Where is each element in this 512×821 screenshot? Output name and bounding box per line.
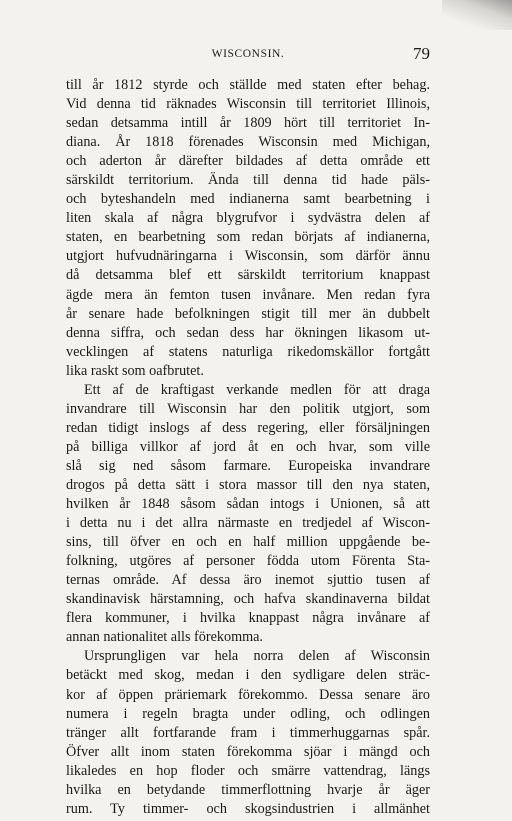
text-line: Vid denna tid räknades Wisconsin till territoriet Illinois, <box>66 96 430 113</box>
text-line: redan tidigt inslogs af dess regering, eller försäljningen <box>66 419 430 436</box>
text-line: invandrare till Wisconsin har den politik utgjort, som <box>66 400 430 417</box>
running-head: WISCONSIN. <box>211 48 285 60</box>
text-line: till år 1812 styrde och ställde med staten efter behag. <box>66 77 430 93</box>
body-text <box>66 76 430 819</box>
text-line: likaledes en hop floder och smärre vattendrag, längs <box>66 762 430 779</box>
page-header <box>66 44 430 68</box>
text-line: skandinavisk härstamning, och hafva skandinaverna bildat <box>66 591 430 608</box>
text-line: på billiga villkor af jord åt en och hvar, som ville <box>66 438 430 455</box>
paragraph-start-line: Ett af de kraftigast verkande medlen för att draga <box>84 381 430 398</box>
text-line: staten, en bearbetning som redan börjats af indianerna, <box>66 229 430 246</box>
text-line: vecklingen af statens naturliga rikedomskällor fortgått <box>66 343 430 360</box>
text-line: folkning, utgöres af personer födda utom Förenta Sta- <box>66 553 430 570</box>
text-line: tränger allt fortfarande fram i timmerhuggarnas spår. <box>66 724 430 741</box>
paragraph-end-line: lika raskt som oafbrutet. <box>66 362 204 379</box>
text-line: ternas område. Af dessa äro inemot sjuttio tusen af <box>66 572 430 589</box>
text-line: ägde mera än femton tusen invånare. Men redan fyra <box>66 286 430 303</box>
page-number: 79 <box>413 44 430 63</box>
text-line: diana. År 1818 förenades Wisconsin med Michigan, <box>66 134 430 151</box>
text-line: numera i regeln bragta under odling, och odlingen <box>66 705 430 722</box>
text-line: då detsamma blef ett särskildt territorium knappast <box>66 267 430 284</box>
text-line: kor af öppen präriemark förekommo. Dessa senare äro <box>66 686 430 703</box>
text-line: utgjort hufvudnäringarna i Wisconsin, som därför ännu <box>66 248 430 265</box>
paragraph-start-line: Ursprungligen var hela norra delen af Wisconsin <box>84 648 430 665</box>
text-line: hvilken år 1848 såsom sådan intogs i Unionen, så att <box>66 496 430 513</box>
text-line: och aderton år därefter bildades af detta område ett <box>66 153 430 170</box>
text-line: Öfver allt inom staten förekomma sjöar i mängd och <box>66 743 430 760</box>
text-line: och byteshandeln med indianerna samt bearbetning i <box>66 191 430 208</box>
text-line: denna siffra, och sedan dess har ökningen likasom ut- <box>66 324 430 341</box>
text-line: år senare hade befolkningen stigit till mer än dubbelt <box>66 305 430 322</box>
text-line: hvilka en betydande timmerflottning hvarje år äger <box>66 781 430 798</box>
text-line: särskildt territorium. Ända till denna tid hade päls- <box>66 172 430 189</box>
text-line: betäckt med skog, medan i den sydligare delen sträc- <box>66 667 430 684</box>
text-line: slå sig ned såsom farmare. Europeiska invandrare <box>66 457 430 474</box>
text-line: rum. Ty timmer- och skogsindustrien i allmänhet <box>66 800 430 817</box>
page-corner-shadow <box>442 0 512 30</box>
paragraph-end-line: annan nationalitet alls förekomma. <box>66 629 263 646</box>
text-line: i detta nu i det allra närmaste en tredjedel af Wiscon- <box>66 515 430 532</box>
text-line: sins, till öfver en och en half million uppgående be- <box>66 534 430 551</box>
text-line: flera kommuner, i hvilka knappast några invånare af <box>66 610 430 627</box>
text-line: sedan detsamma intill år 1809 hört till territoriet In- <box>66 115 430 132</box>
text-line: drogos på detta sätt i stora massor till den nya staten, <box>66 476 430 493</box>
text-line: liten skala af några blygrufvor i sydvästra delen af <box>66 210 430 227</box>
